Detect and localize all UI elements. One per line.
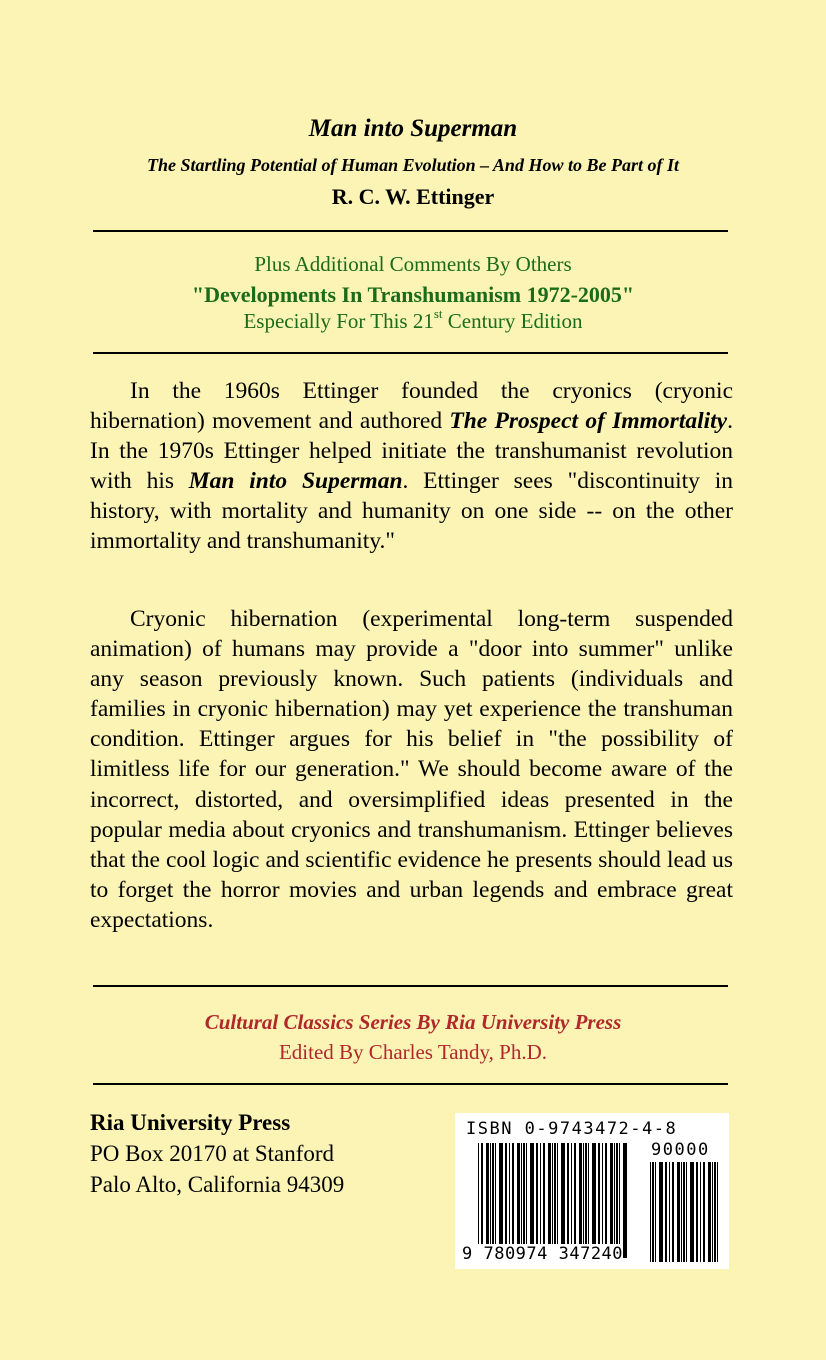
barcode-bar [481,1143,483,1258]
barcode-bar [686,1162,687,1262]
book-title: Man into Superman [308,115,518,142]
barcode-bar [652,1162,654,1262]
barcode-bar [557,1143,558,1258]
barcode-bar [690,1162,694,1262]
edition-superscript: st [433,306,443,321]
additional-comments-line: Plus Additional Comments By Others [254,252,572,276]
barcode-bar [540,1143,541,1258]
p1-part-c: . In the 1970s Ettinger helped initiate the transhumanist revolution with his [90,408,733,495]
price-code: 90000 [651,1140,710,1160]
barcode-bar [585,1143,587,1258]
barcode-bar [681,1162,682,1262]
barcode-bar [543,1143,545,1258]
barcode-bar [509,1143,510,1258]
ean-number: 9 780974 347240 [462,1244,624,1264]
barcode-bar [602,1143,603,1258]
barcode-bar [610,1143,613,1258]
barcode-bar [478,1143,479,1258]
book-reference-prospect: The Prospect of Immortality [449,408,728,435]
barcode-bar [499,1143,503,1258]
barcode-bar [548,1143,551,1258]
barcode-bar [650,1162,651,1262]
barcode-bar [579,1143,582,1258]
book-author: R. C. W. Ettinger [331,184,495,209]
barcode-bar [523,1143,525,1258]
barcode-bar [623,1143,627,1258]
barcode-bar [526,1143,527,1258]
barcode-bar [571,1143,572,1258]
barcode-bar [717,1162,718,1262]
publisher-address-2: Palo Alto, California 94309 [90,1172,345,1197]
paragraph-2: Cryonic hibernation (experimental long-term suspended animation) of humans may provide a "door into summer" unlike any season previously known. Such patients (individuals and families in cryonic hibernation) may yet experience the transhuman condition. Ettinger argues for his belief in "the possibility of limitless life for our generation." We should become aware of the incorrect, distorted, and oversimplified ideas presented in the popular media about cryonics and transhumanism. Ettinger believes that the cool logic and scientific evidence he presents should lead us to forget the horror movies and urban legends and embrace great expectations. [90,606,733,933]
barcode-bar [530,1143,534,1258]
barcode-bar [486,1143,489,1258]
barcode-bar [492,1143,494,1258]
book-reference-superman: Man into Superman [188,468,403,495]
barcode-bar [616,1143,618,1258]
barcode-bar [614,1143,615,1258]
barcode-bar [712,1162,713,1262]
book-subtitle: The Startling Potential of Human Evolution – And How to Be Part of It [147,155,679,175]
barcode-bar [703,1162,705,1262]
publisher-name: Ria University Press [90,1110,291,1135]
barcode-bar [683,1162,685,1262]
edition-text-post: Century Edition [442,309,583,333]
barcode-bar [598,1143,600,1258]
barcode-bar [677,1162,680,1262]
barcode-bar [521,1143,522,1258]
series-editor: Edited By Charles Tandy, Ph.D. [278,1040,547,1064]
barcode-bar [592,1143,596,1258]
isbn-number: ISBN 0-9743472-4-8 [466,1119,678,1139]
barcode-bar [561,1143,565,1258]
barcode-bar [696,1162,698,1262]
barcode-bar [672,1162,674,1262]
p1-part-e: . Ettinger sees "discontinuity in history, with mortality and humanity on one side -- on the other immortality and transhumanity." [90,468,733,555]
barcode-bar [490,1143,491,1258]
developments-title: "Developments In Transhumanism 1972-2005" [191,282,635,307]
barcode-bar [669,1162,670,1262]
barcode-bar [567,1143,569,1258]
barcode-bar [505,1143,507,1258]
barcode-bar [655,1162,656,1262]
edition-text-pre: Especially For This 21 [243,309,434,333]
barcode-bar [512,1143,514,1258]
barcode-bar [619,1143,620,1258]
barcode-bar [583,1143,584,1258]
barcode-bar [554,1143,556,1258]
barcode-bar [605,1143,607,1258]
barcode-bar [495,1143,496,1258]
barcode-bar [659,1162,663,1262]
barcode-bar [665,1162,667,1262]
barcode-bar [574,1143,576,1258]
barcode-bar [714,1162,716,1262]
p1-part-a: In the 1960s Ettinger founded the cryonics (cryonic hibernation) movement and authored [90,378,733,435]
barcode-bar [700,1162,701,1262]
barcode-bar [588,1143,589,1258]
barcode-bar [552,1143,553,1258]
series-name: Cultural Classics Series By Ria University Press [204,1010,622,1034]
barcode-bar [517,1143,520,1258]
barcode-bar [536,1143,538,1258]
publisher-address-1: PO Box 20170 at Stanford [90,1141,335,1166]
barcode-bar [708,1162,711,1262]
